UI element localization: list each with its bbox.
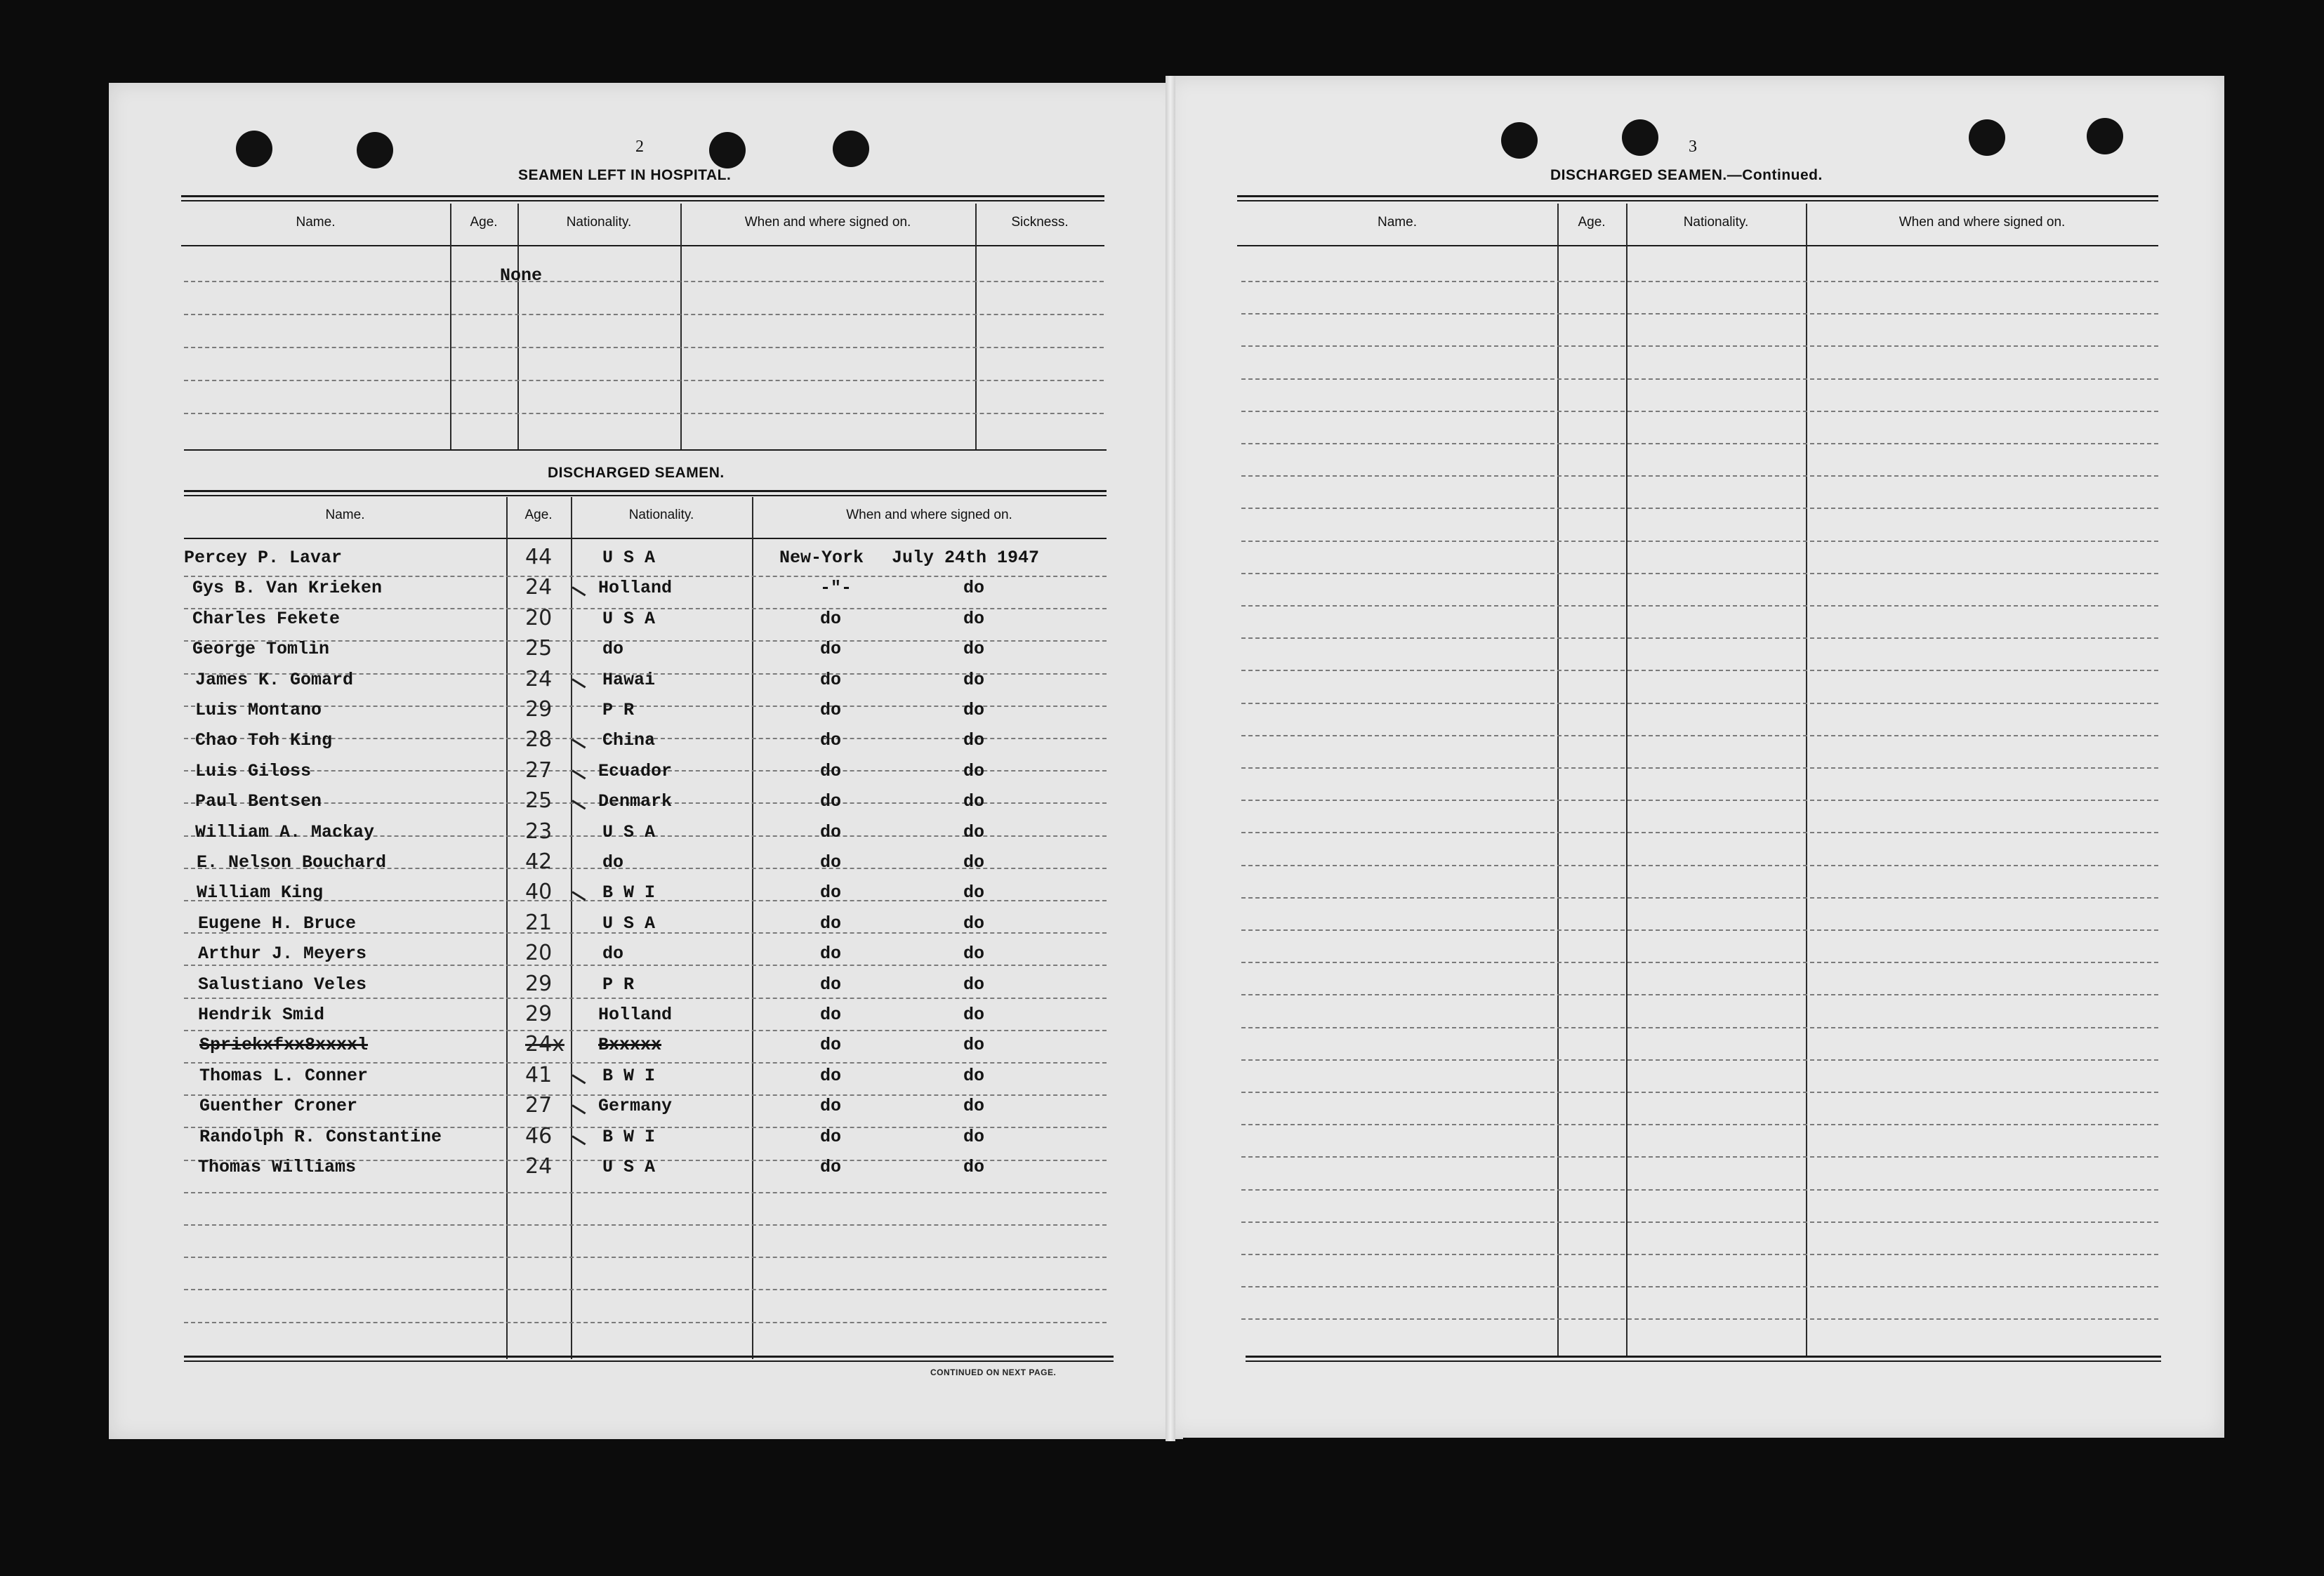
right-section-title: DISCHARGED SEAMEN.—Continued. <box>1550 167 1823 183</box>
seaman-nationality: B W I <box>602 882 656 903</box>
column-divider <box>1806 204 1807 1356</box>
seaman-name: Eugene H. Bruce <box>198 913 357 934</box>
row-line <box>184 413 1104 414</box>
signed-on-place: do <box>820 761 842 781</box>
row-line <box>184 998 1107 999</box>
page-fold <box>1166 76 1175 1441</box>
row-line <box>184 576 1107 577</box>
signed-on-date: do <box>963 852 985 873</box>
page-number: 2 <box>635 138 644 156</box>
page-number: 3 <box>1689 138 1697 156</box>
signed-on-date: do <box>963 639 985 659</box>
seaman-age: 28 <box>525 727 553 752</box>
signed-on-place: do <box>820 1005 842 1025</box>
seaman-name: Luis Giloss <box>195 761 312 781</box>
row-line <box>184 1062 1107 1064</box>
signed-on-date: do <box>963 943 985 964</box>
table-top-rule <box>181 195 1104 201</box>
column-divider <box>1626 204 1628 1356</box>
row-line <box>1241 411 2158 412</box>
signed-on-date: July 24th 1947 <box>892 548 1040 568</box>
row-line <box>1241 313 2158 314</box>
seaman-nationality: U S A <box>602 548 656 568</box>
signed-on-place: do <box>820 1127 842 1147</box>
signed-on-date: do <box>963 578 985 598</box>
seaman-name: James K. Gomard <box>195 670 354 690</box>
row-line <box>1241 1156 2158 1158</box>
column-header-signed-on: When and where signed on. <box>846 508 1012 522</box>
punch-hole <box>709 132 746 168</box>
signed-on-date: do <box>963 1127 985 1147</box>
seaman-age: 29 <box>525 697 553 722</box>
row-line <box>1241 962 2158 963</box>
signed-on-place: do <box>820 1096 842 1116</box>
row-line <box>1241 475 2158 477</box>
punch-hole <box>1501 122 1538 159</box>
row-line <box>1241 1318 2158 1320</box>
seaman-age: 27 <box>525 1093 553 1118</box>
row-line <box>184 1192 1107 1193</box>
header-rule <box>1237 245 2158 246</box>
seaman-nationality: do <box>602 639 624 659</box>
row-line <box>1241 508 2158 509</box>
table-bottom-rule <box>184 1356 1114 1362</box>
signed-on-date: do <box>963 791 985 812</box>
signed-on-place: do <box>820 913 842 934</box>
row-line <box>1241 1124 2158 1125</box>
punch-hole <box>2087 118 2123 154</box>
row-line <box>1241 800 2158 801</box>
row-line <box>1241 670 2158 671</box>
signed-on-place: do <box>820 974 842 995</box>
signed-on-place: do <box>820 609 842 629</box>
signed-on-place: New-York <box>779 548 864 568</box>
row-line <box>1241 573 2158 574</box>
column-header-name: Name. <box>325 508 365 522</box>
row-line <box>1241 345 2158 347</box>
signed-on-date: do <box>963 1066 985 1086</box>
seaman-nationality: China <box>602 730 656 750</box>
seaman-nationality: Holland <box>598 578 673 598</box>
row-line <box>1241 897 2158 899</box>
column-header-name: Name. <box>1378 215 1417 230</box>
row-line <box>1241 281 2158 282</box>
table-bottom-rule <box>1246 1356 2161 1362</box>
seaman-nationality: U S A <box>602 913 656 934</box>
row-line <box>1241 865 2158 866</box>
column-header-name: Name. <box>296 215 336 230</box>
seaman-age: 29 <box>525 972 553 996</box>
row-line <box>184 965 1107 966</box>
seaman-age: 20 <box>525 941 553 965</box>
signed-on-place: do <box>820 882 842 903</box>
seaman-age: 25 <box>525 788 553 813</box>
seaman-nationality: P R <box>602 974 635 995</box>
signed-on-date: do <box>963 882 985 903</box>
seaman-age: 29 <box>525 1002 553 1026</box>
seaman-name: Spriekxfxx8xxxxl <box>199 1035 369 1055</box>
row-line <box>1241 637 2158 639</box>
seaman-nationality: Germany <box>598 1096 673 1116</box>
seaman-nationality: Hawai <box>602 670 656 690</box>
right-page <box>1168 76 2224 1438</box>
seaman-nationality: U S A <box>602 822 656 842</box>
seaman-age: 40 <box>525 880 553 904</box>
seaman-name: Guenther Croner <box>199 1096 358 1116</box>
column-header-age: Age. <box>470 215 498 230</box>
seaman-name: Thomas Williams <box>198 1157 357 1177</box>
column-header-signed-on: When and where signed on. <box>1899 215 2066 230</box>
seaman-nationality: Denmark <box>598 791 673 812</box>
seaman-nationality: do <box>602 943 624 964</box>
column-divider <box>571 497 572 1359</box>
signed-on-place: do <box>820 670 842 690</box>
row-line <box>1241 1092 2158 1093</box>
table-top-rule <box>184 490 1107 496</box>
seaman-nationality: U S A <box>602 1157 656 1177</box>
row-line <box>184 1322 1107 1323</box>
seaman-age: 21 <box>525 910 553 935</box>
discharged-section-title: DISCHARGED SEAMEN. <box>548 465 725 481</box>
row-line <box>1241 378 2158 380</box>
seaman-name: Arthur J. Meyers <box>198 943 367 964</box>
continued-note: CONTINUED ON NEXT PAGE. <box>930 1368 1057 1377</box>
seaman-name: Randolph R. Constantine <box>199 1127 442 1147</box>
seaman-age: 44 <box>525 545 553 569</box>
signed-on-date: do <box>963 1005 985 1025</box>
row-line <box>1241 443 2158 444</box>
column-header-signed-on: When and where signed on. <box>744 215 911 230</box>
section-rule <box>184 449 1107 451</box>
signed-on-date: do <box>963 700 985 720</box>
seaman-name: Salustiano Veles <box>198 974 367 995</box>
column-header-age: Age. <box>1578 215 1606 230</box>
seaman-nationality: Ecuador <box>598 761 673 781</box>
seaman-age: 27 <box>525 758 553 783</box>
signed-on-place: -"- <box>820 578 852 598</box>
row-line <box>1241 1059 2158 1061</box>
column-header-age: Age. <box>524 508 553 522</box>
hospital-entry: None <box>500 265 543 286</box>
seaman-age: 24 <box>525 667 553 691</box>
row-line <box>184 347 1104 348</box>
seaman-name: Charles Fekete <box>192 609 341 629</box>
row-line <box>1241 767 2158 769</box>
signed-on-date: do <box>963 913 985 934</box>
seaman-age: 25 <box>525 636 553 661</box>
seaman-name: Gys B. Van Krieken <box>192 578 383 598</box>
seaman-name: Luis Montano <box>195 700 322 720</box>
row-line <box>1241 1254 2158 1255</box>
row-line <box>184 314 1104 315</box>
table-top-rule <box>1237 195 2158 201</box>
row-line <box>1241 1221 2158 1223</box>
column-header-sickness: Sickness. <box>1011 215 1069 230</box>
seaman-name: Percey P. Lavar <box>184 548 343 568</box>
column-divider <box>506 497 508 1359</box>
seaman-age: 23 <box>525 819 553 844</box>
header-rule <box>184 538 1107 539</box>
signed-on-place: do <box>820 1066 842 1086</box>
seaman-age: 46 <box>525 1124 553 1148</box>
signed-on-date: do <box>963 1035 985 1055</box>
seaman-age: 24 <box>525 1154 553 1179</box>
seaman-nationality: B W I <box>602 1066 656 1086</box>
seaman-nationality: do <box>602 852 624 873</box>
row-line <box>1241 1027 2158 1028</box>
row-line <box>184 1224 1107 1226</box>
signed-on-place: do <box>820 791 842 812</box>
punch-hole <box>236 131 272 167</box>
seaman-name: E. Nelson Bouchard <box>197 852 387 873</box>
signed-on-place: do <box>820 943 842 964</box>
row-line <box>184 1257 1107 1258</box>
signed-on-place: do <box>820 700 842 720</box>
seaman-name: Thomas L. Conner <box>199 1066 369 1086</box>
row-line <box>1241 703 2158 704</box>
seaman-name: William A. Mackay <box>195 822 375 842</box>
row-line <box>1241 832 2158 833</box>
signed-on-date: do <box>963 822 985 842</box>
seaman-nationality: Bxxxxx <box>598 1035 662 1055</box>
punch-hole <box>357 132 393 168</box>
row-line <box>1241 605 2158 607</box>
seaman-nationality: B W I <box>602 1127 656 1147</box>
seaman-name: Chao Toh King <box>195 730 333 750</box>
seaman-age: 42 <box>525 849 553 874</box>
signed-on-date: do <box>963 974 985 995</box>
signed-on-place: do <box>820 822 842 842</box>
row-line <box>1241 1286 2158 1287</box>
row-line <box>1241 735 2158 736</box>
row-line <box>1241 994 2158 995</box>
signed-on-place: do <box>820 1035 842 1055</box>
punch-hole <box>1969 119 2005 156</box>
seaman-age: 41 <box>525 1063 553 1087</box>
seaman-name: George Tomlin <box>192 639 330 659</box>
row-line <box>1241 541 2158 542</box>
seaman-age: 24x <box>525 1032 565 1057</box>
signed-on-date: do <box>963 1157 985 1177</box>
header-rule <box>181 245 1104 246</box>
row-line <box>184 281 1104 282</box>
seaman-name: William King <box>197 882 324 903</box>
seaman-nationality: P R <box>602 700 635 720</box>
column-header-nationality: Nationality. <box>1683 215 1749 230</box>
seaman-nationality: U S A <box>602 609 656 629</box>
signed-on-date: do <box>963 1096 985 1116</box>
column-divider <box>1557 204 1559 1356</box>
signed-on-place: do <box>820 730 842 750</box>
signed-on-place: do <box>820 639 842 659</box>
row-line <box>184 380 1104 381</box>
column-header-nationality: Nationality. <box>628 508 694 522</box>
seaman-nationality: Holland <box>598 1005 673 1025</box>
column-divider <box>752 497 753 1359</box>
signed-on-date: do <box>963 730 985 750</box>
row-line <box>184 1289 1107 1290</box>
hospital-section-title: SEAMEN LEFT IN HOSPITAL. <box>518 167 732 183</box>
column-header-nationality: Nationality. <box>566 215 632 230</box>
signed-on-place: do <box>820 852 842 873</box>
seaman-age: 20 <box>525 606 553 630</box>
row-line <box>1241 929 2158 931</box>
signed-on-date: do <box>963 609 985 629</box>
seaman-name: Hendrik Smid <box>198 1005 325 1025</box>
signed-on-date: do <box>963 670 985 690</box>
row-line <box>184 1030 1107 1031</box>
signed-on-place: do <box>820 1157 842 1177</box>
punch-hole <box>833 131 869 167</box>
punch-hole <box>1622 119 1658 156</box>
signed-on-date: do <box>963 761 985 781</box>
seaman-age: 24 <box>525 575 553 600</box>
seaman-name: Paul Bentsen <box>195 791 322 812</box>
row-line <box>1241 1189 2158 1191</box>
